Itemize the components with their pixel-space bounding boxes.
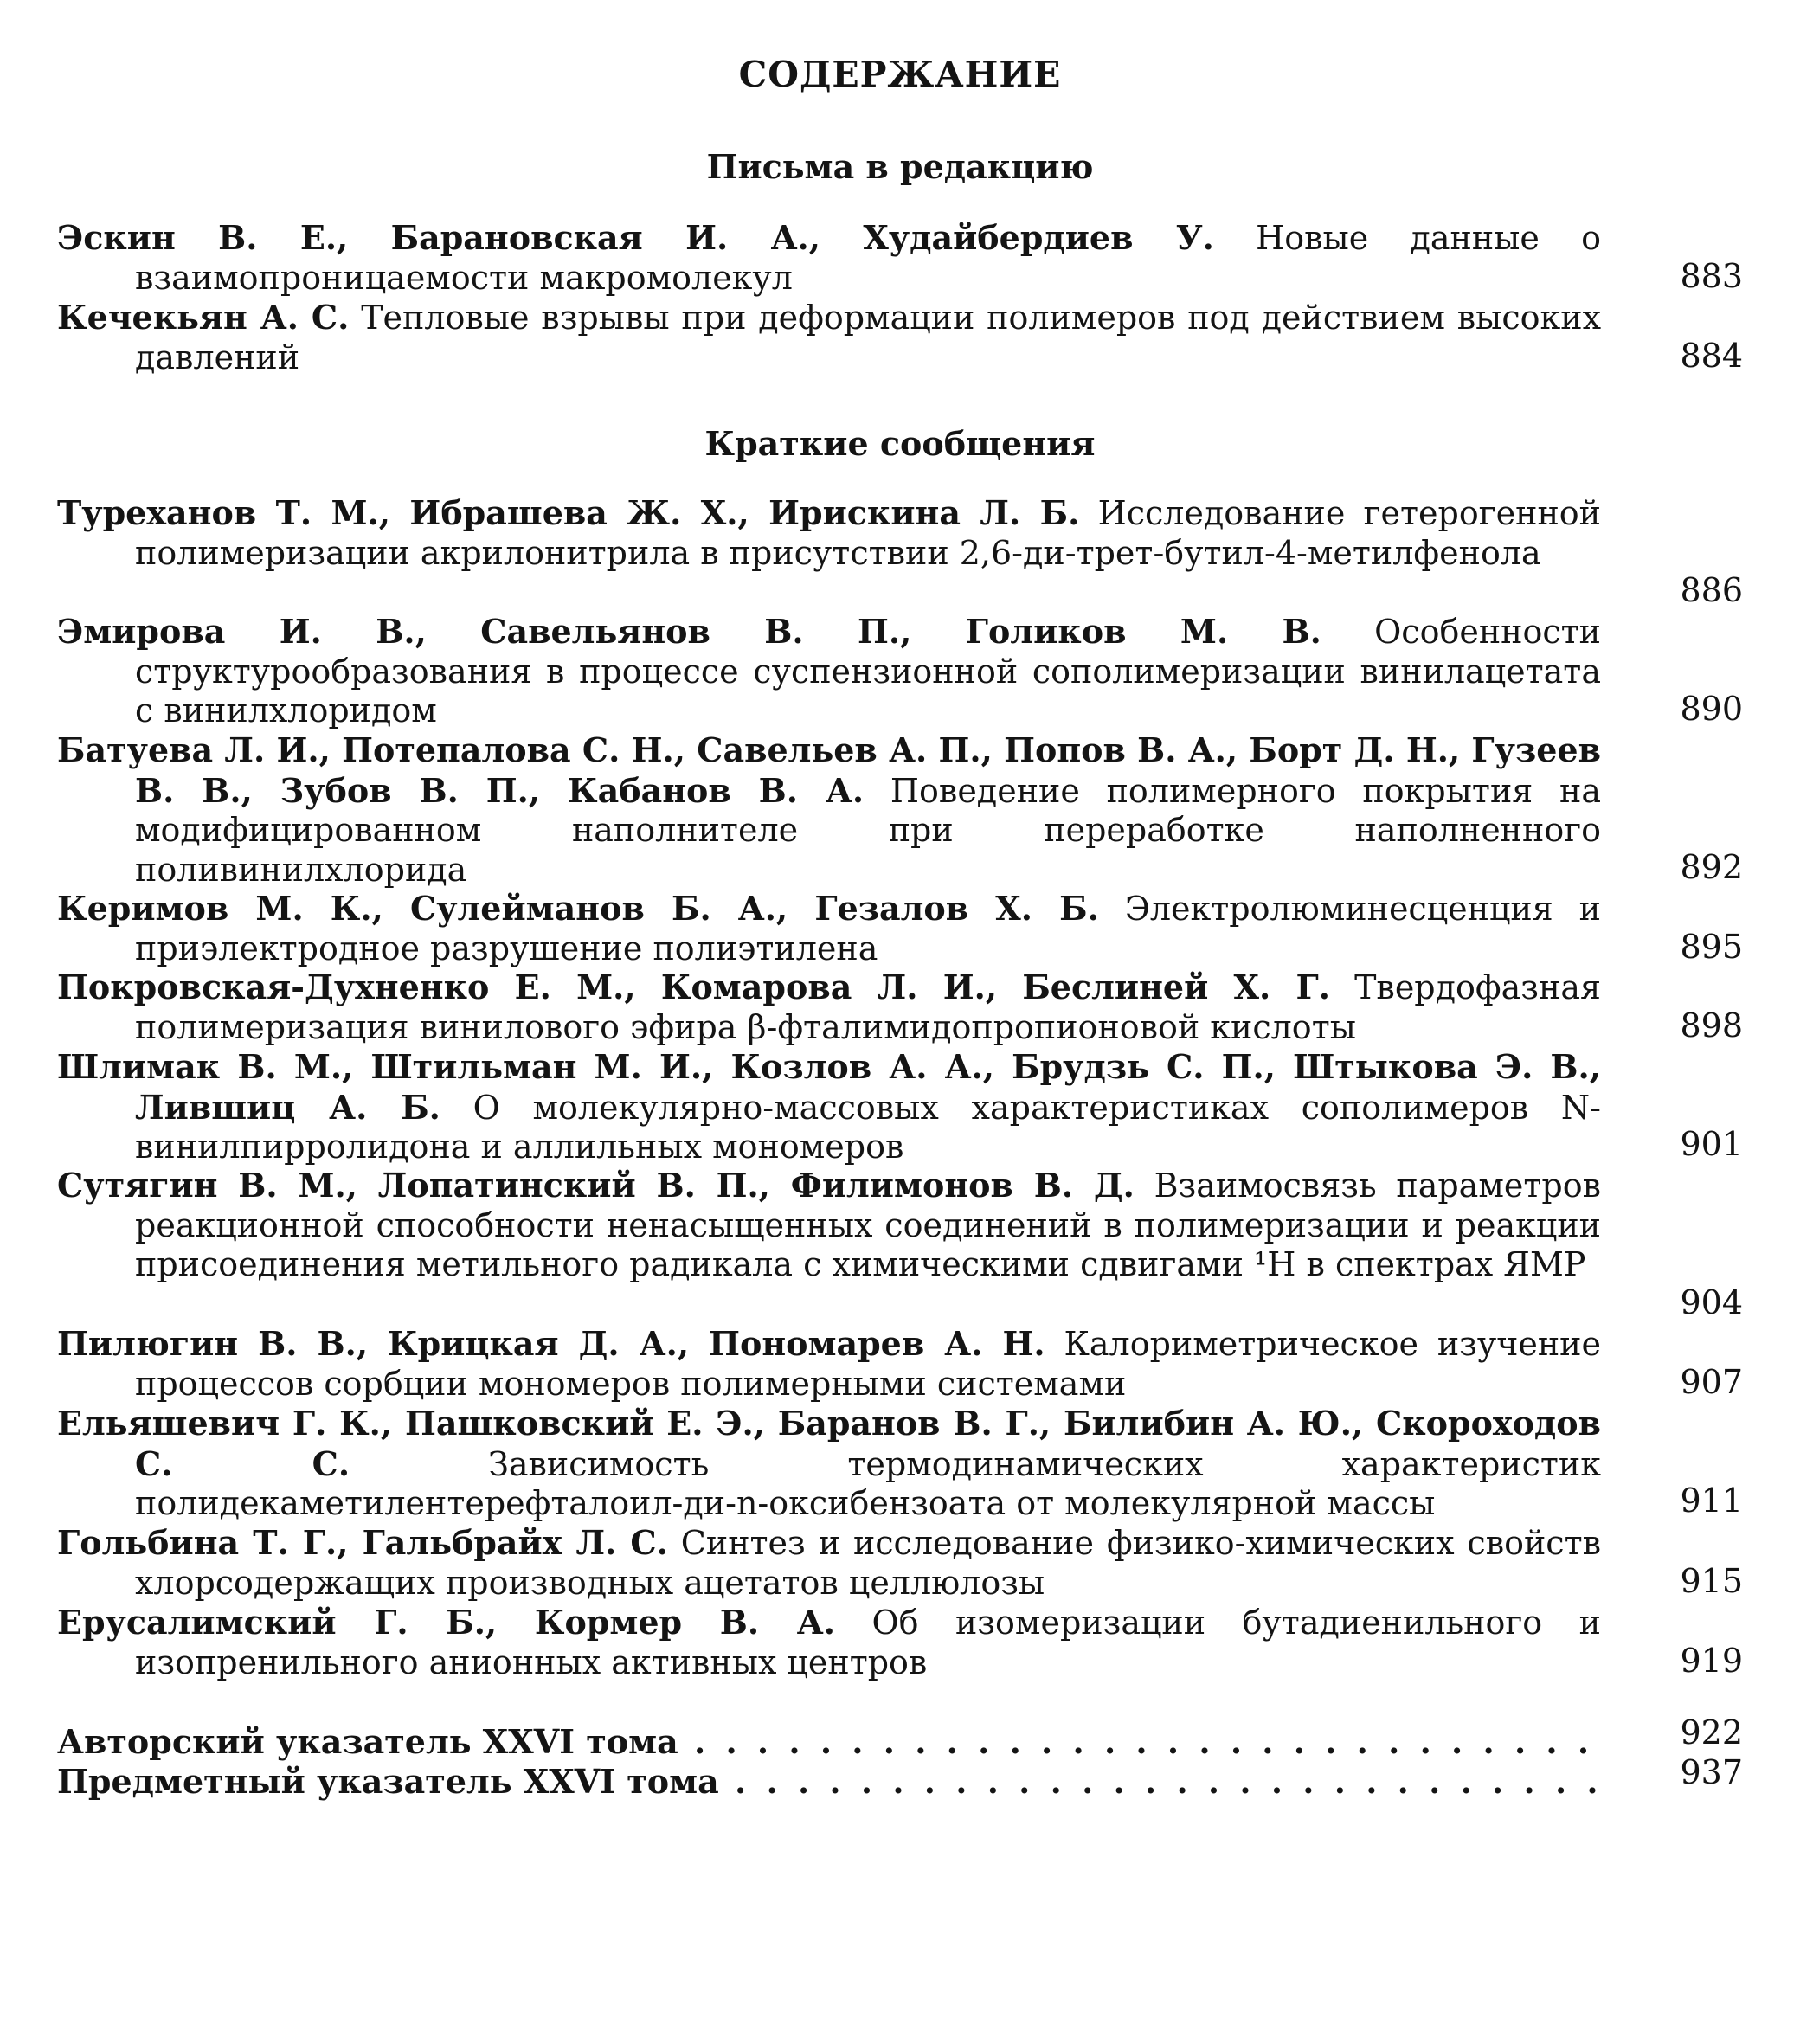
entry-title: Исследование гетерогенной полимеризации акрилонитрила в присутствии 2,6-ди-трет-бутил-4-метилфенола (135, 494, 1601, 572)
entry-page-number: 898 (1680, 1006, 1743, 1044)
entry-authors: Батуева Л. И., Потепалова С. Н., Савельев А. П., Попов В. А., Борт Д. Н., Гузеев В. В., Зубов В. П., Кабанов В. А. (57, 730, 1601, 810)
index-entry-subjects[interactable] (57, 1762, 1601, 1802)
toc-entry[interactable] (57, 493, 1601, 573)
entry-page-number: 911 (1680, 1482, 1743, 1520)
entry-page-number: 904 (1680, 1283, 1743, 1321)
entry-page-number: 919 (1680, 1642, 1743, 1680)
entry-page-number: 907 (1680, 1363, 1743, 1401)
entry-authors: Ерусалимский Г. Б., Кормер В. А. (57, 1603, 835, 1642)
entry-page-number: 886 (1680, 571, 1743, 609)
entry-title: Синтез и исследование физико-химических свойств хлорсодержащих производных ацетатов целлюлозы (135, 1524, 1602, 1602)
entry-page-number: 915 (1680, 1562, 1743, 1600)
entry-title: О молекулярно-массовых характеристиках сополимеров N-винилпирролидона и аллильных мономеров (135, 1088, 1601, 1166)
entry-page-number: 892 (1680, 848, 1743, 886)
entry-page-number: 890 (1680, 690, 1743, 728)
entry-title: Электролюминесценция и приэлектродное разрушение полиэтилена (135, 890, 1602, 967)
toc-entry[interactable] (57, 218, 1601, 298)
toc-entry[interactable] (57, 1324, 1601, 1404)
entry-title: Новые данные о взаимопроницаемости макромолекул (135, 219, 1601, 297)
toc-entry[interactable] (57, 612, 1601, 731)
entry-authors: Туреханов Т. М., Ибрашева Ж. Х., Ирискина Л. Б. (57, 493, 1080, 532)
toc-entry[interactable] (57, 1523, 1601, 1603)
entry-authors: Сутягин В. М., Лопатинский В. П., Филимонов В. Д. (57, 1166, 1135, 1205)
toc-entry[interactable] (57, 298, 1601, 377)
section-heading-short-reports: Краткие сообщения (704, 424, 1096, 463)
toc-entry[interactable] (57, 1047, 1601, 1167)
toc-entry[interactable] (57, 1603, 1601, 1682)
toc-entry[interactable] (57, 730, 1601, 890)
entry-title: Калориметрическое изучение процессов сорбции мономеров полимерными системами (135, 1325, 1601, 1403)
entry-authors: Керимов М. К., Сулейманов Б. А., Гезалов Х. Б. (57, 889, 1099, 928)
entry-title: Зависимость термодинамических характеристик полидекаметилентерефталоил-ди-n-оксибензоата от молекулярной массы (135, 1444, 1601, 1522)
index-page-number: 937 (1680, 1753, 1743, 1791)
toc-entry[interactable] (57, 967, 1601, 1047)
entry-authors: Кечекьян А. С. (57, 298, 350, 337)
entry-authors: Эскин В. Е., Барановская И. А., Худайбердиев У. (57, 218, 1214, 257)
entry-title: Тепловые взрывы при деформации полимеров под действием высоких давлений (135, 299, 1601, 376)
entry-authors: Гольбина Т. Г., Гальбрайх Л. С. (57, 1523, 668, 1562)
entry-title: Твердофазная полимеризация винилового эфира β-фталимидопропионовой кислоты (135, 968, 1601, 1046)
index-page-number: 922 (1680, 1713, 1743, 1752)
entry-title: Особенности структурообразования в процессе суспензионной сополимеризации винилацетата с винилхлоридом (135, 613, 1601, 730)
index-title: Предметный указатель XXVI тома . . . (57, 1762, 1601, 1802)
toc-entry[interactable] (57, 1166, 1601, 1285)
entry-authors: Покровская-Духненко Е. М., Комарова Л. И., Беслиней Х. Г. (57, 967, 1330, 1006)
entry-title: Взаимосвязь параметров реакционной способности ненасыщенных соединений в полимеризации и реакции присоединения метильного радикала с химическими сдвигами ¹H в спектрах ЯМР (135, 1167, 1601, 1283)
entry-authors: Ельяшевич Г. К., Пашковский Е. Э., Баранов В. Г., Билибин А. Ю., Скороходов С. С. (57, 1404, 1601, 1483)
entry-authors: Шлимак В. М., Штильман М. И., Козлов А. А., Брудзь С. П., Штыкова Э. В., Лившиц А. Б. (57, 1047, 1601, 1127)
toc-entry[interactable] (57, 889, 1601, 968)
page-title: СОДЕРЖАНИЕ (738, 54, 1062, 95)
entry-authors: Эмирова И. В., Савельянов В. П., Голиков М. В. (57, 612, 1321, 651)
index-title: Авторский указатель XXVI тома . . . (57, 1722, 1601, 1762)
entry-page-number: 884 (1680, 337, 1743, 375)
section-heading-letters: Письма в редакцию (706, 147, 1094, 186)
entry-authors: Пилюгин В. В., Крицкая Д. А., Пономарев А. Н. (57, 1324, 1045, 1363)
index-entry-authors[interactable] (57, 1722, 1601, 1762)
entry-title: Поведение полимерного покрытия на модифицированном наполнителе при переработке наполненного поливинилхлорида (135, 771, 1602, 889)
entry-page-number: 901 (1680, 1125, 1743, 1163)
toc-entry[interactable] (57, 1404, 1601, 1524)
entry-page-number: 895 (1680, 928, 1743, 966)
entry-title: Об изомеризации бутадиенильного и изопренильного анионных активных центров (135, 1604, 1601, 1681)
entry-page-number: 883 (1680, 257, 1743, 295)
